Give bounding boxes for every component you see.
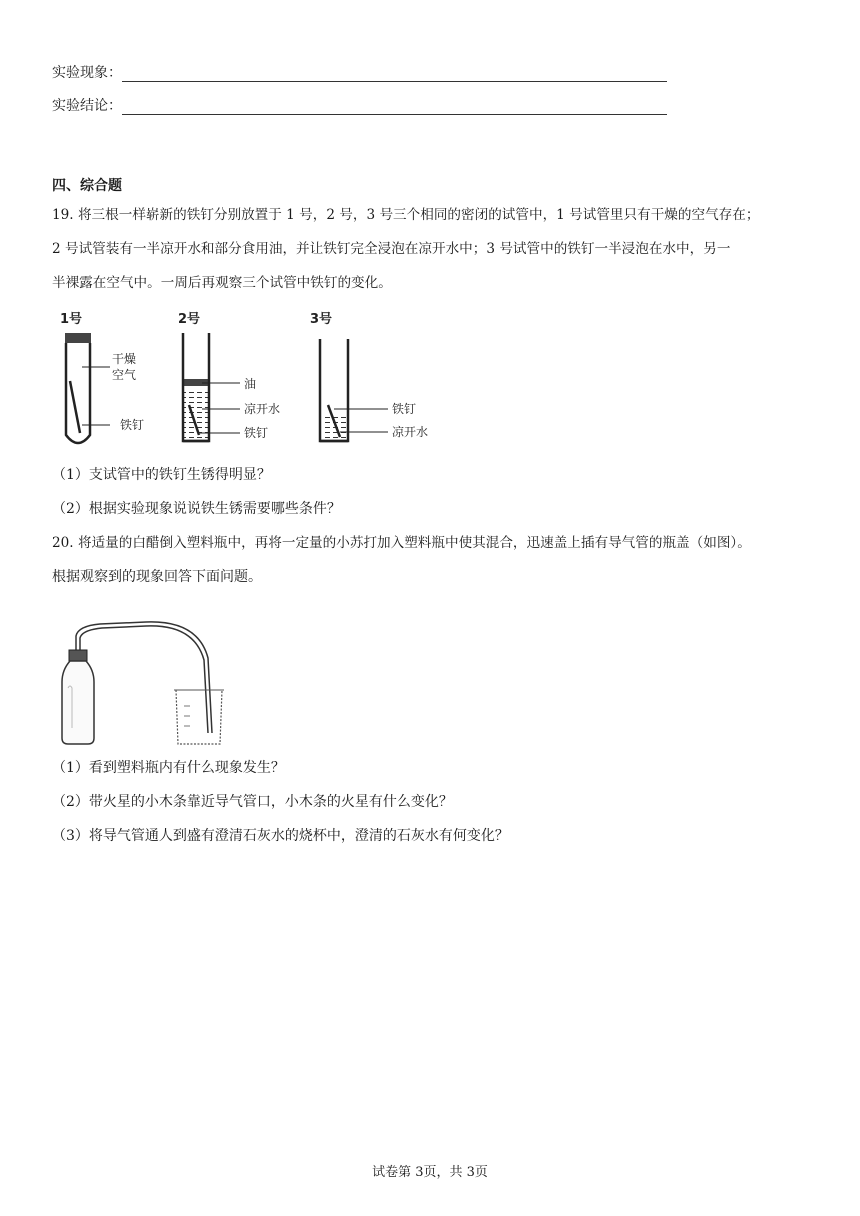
q19-line-1: 19. 将三根一样崭新的铁钉分别放置于 1 号，2 号，3 号三个相同的密闭的试管中，1 号试管里只有干燥的空气存在；: [52, 207, 760, 223]
q19-line-3: 半裸露在空气中。一周后再观察三个试管中铁钉的变化。: [52, 275, 392, 291]
q20-sub-1: （1）看到塑料瓶内有什么现象发生？: [52, 760, 285, 776]
tube-1-air-label: 干燥: [112, 352, 137, 366]
phenomenon-row: [52, 62, 667, 82]
q19-sub-2: （2）根据实验现象说说铁生锈需要哪些条件？: [52, 501, 341, 517]
q19-sub-1: （1）支试管中的铁钉生锈得明显？: [52, 467, 271, 483]
phenomenon-blank[interactable]: [122, 67, 667, 82]
phenomenon-label: 实验现象：: [52, 65, 122, 81]
tube-2: [178, 311, 280, 441]
tube-3-nail-label: 铁钉: [392, 402, 417, 416]
tube-2-oil-label: 油: [244, 377, 257, 391]
page-footer: 试卷第 3页，共 3页: [372, 1165, 488, 1180]
bottle-beaker-figure: [58, 598, 248, 748]
tube-2-water-label: 凉开水: [244, 402, 281, 416]
conclusion-blank[interactable]: [122, 100, 667, 115]
q20-sub-2: （2）带火星的小木条靠近导气管口，小木条的火星有什么变化？: [52, 794, 453, 810]
tube-1-title: 1号: [60, 312, 83, 327]
tube-1-air-label-2: 空气: [112, 368, 137, 382]
tube-3: [310, 311, 428, 441]
section-title: 四、综合题: [52, 178, 122, 194]
q20-line-2: 根据观察到的现象回答下面问题。: [52, 569, 262, 585]
tube-3-water-label: 凉开水: [392, 425, 429, 439]
q20-sub-3: （3）将导气管通人到盛有澄清石灰水的烧杯中，澄清的石灰水有何变化？: [52, 828, 509, 844]
test-tubes-figure: [52, 305, 452, 455]
conclusion-row: [52, 95, 667, 115]
q20-line-1: 20. 将适量的白醋倒入塑料瓶中，再将一定量的小苏打加入塑料瓶中使其混合，迅速盖上插有导气管的瓶盖（如图）。: [52, 535, 751, 551]
tube-2-title: 2号: [178, 312, 201, 327]
q19-line-2: 2 号试管装有一半凉开水和部分食用油，并让铁钉完全浸泡在凉开水中；3 号试管中的铁钉一半浸泡在水中，另一: [52, 241, 731, 257]
tube-3-title: 3号: [310, 312, 333, 327]
tube-1: [60, 311, 144, 443]
conclusion-label: 实验结论：: [52, 98, 122, 114]
tube-2-nail-label: 铁钉: [244, 426, 269, 440]
tube-1-nail-label: 铁钉: [120, 418, 145, 432]
